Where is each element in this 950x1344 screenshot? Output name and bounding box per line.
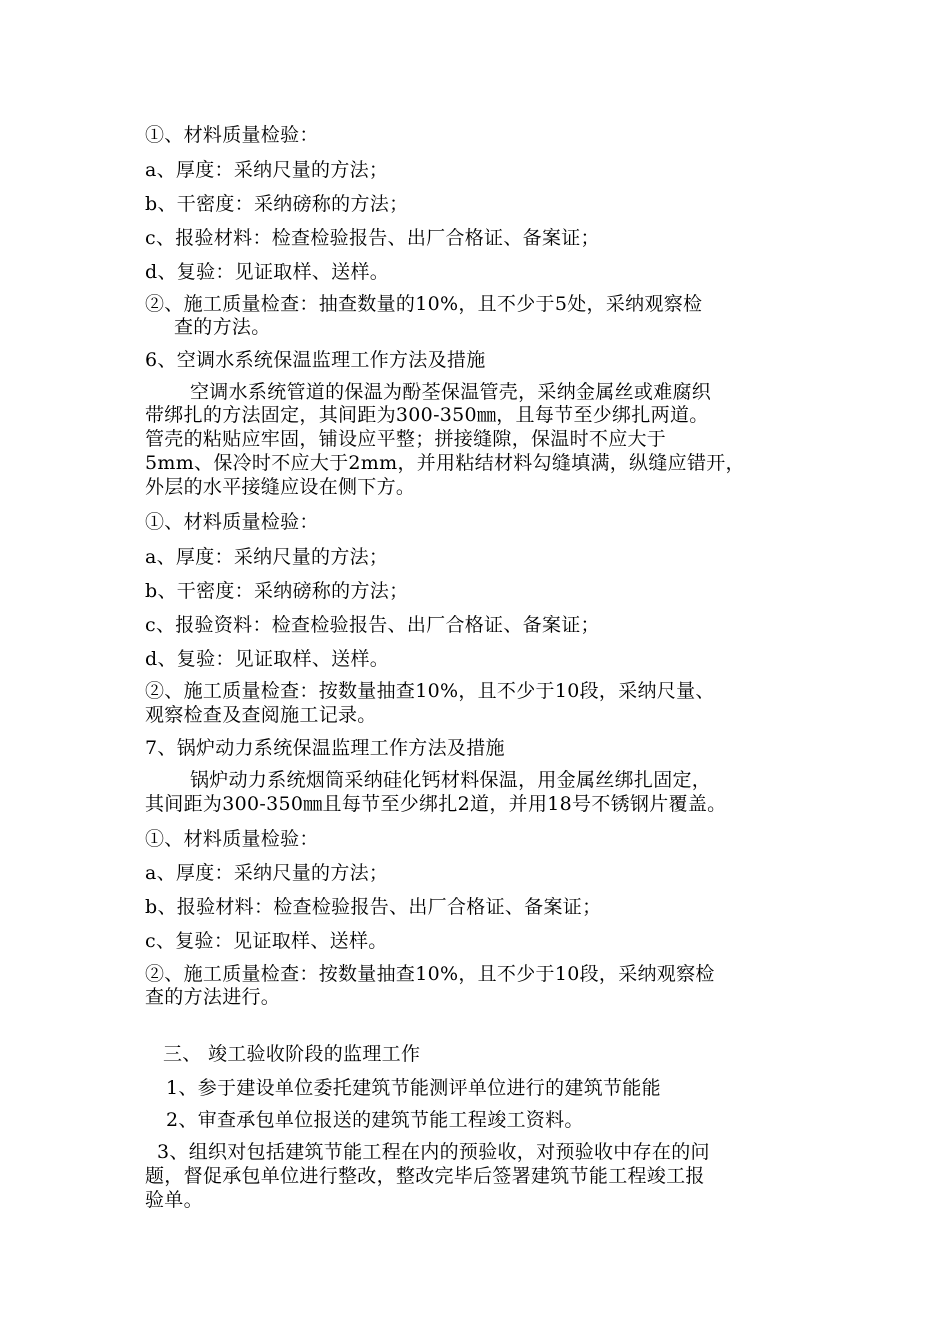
text-line: 外层的水平接缝应设在侧下方。 — [145, 476, 416, 498]
text-line: c、报验资料：检查检验报告、出厂合格证、备案证； — [145, 614, 600, 636]
text-line: b、干密度：采纳磅称的方法； — [145, 580, 409, 602]
text-line: 锅炉动力系统烟筒采纳硅化钙材料保温，用金属丝绑扎固定， — [190, 769, 712, 791]
text-line: 空调水系统管道的保温为酚荃保温管壳，采纳金属丝或难腐织 — [190, 381, 712, 403]
text-line: a、厚度：采纳尺量的方法； — [145, 862, 389, 884]
text-line: 查的方法进行。 — [145, 986, 281, 1008]
text-line: 其间距为300-350㎜且每节至少绑扎2道，并用18号不锈钢片覆盖。 — [145, 793, 727, 815]
text-line: b、报验材料：检查检验报告、出厂合格证、备案证； — [145, 896, 602, 918]
text-line: ②、施工质量检查：按数量抽查10%，且不少于10段，采纳尺量、 — [145, 680, 715, 702]
text-line: 1、参于建设单位委托建筑节能测评单位进行的建筑节能能 — [166, 1077, 661, 1099]
text-line: ①、材料质量检验： — [145, 511, 319, 533]
text-line: c、复验：见证取样、送样。 — [145, 930, 388, 952]
section-heading: 三、 竣工验收阶段的监理工作 — [163, 1043, 421, 1065]
text-line: d、复验：见证取样、送样。 — [145, 261, 390, 283]
section-heading: 6、空调水系统保温监理工作方法及措施 — [145, 349, 486, 371]
text-line: c、报验材料：检查检验报告、出厂合格证、备案证； — [145, 227, 600, 249]
text-line: 观察检查及查阅施工记录。 — [145, 704, 377, 726]
text-line: ①、材料质量检验： — [145, 828, 319, 850]
text-line: 管壳的粘贴应牢固，铺设应平整；拼接缝隙，保温时不应大于 — [145, 428, 667, 450]
text-line: 3、组织对包括建筑节能工程在内的预验收，对预验收中存在的问 — [157, 1141, 710, 1163]
text-line: ②、施工质量检查：抽查数量的10%，且不少于5处，采纳观察检 — [145, 293, 703, 315]
text-line: 2、审查承包单位报送的建筑节能工程竣工资料。 — [166, 1109, 584, 1131]
text-line: ①、材料质量检验： — [145, 124, 319, 146]
text-line: 5mm、保冷时不应大于2mm，并用粘结材料勾缝填满，纵缝应错开， — [145, 452, 745, 474]
text-line: a、厚度：采纳尺量的方法； — [145, 546, 389, 568]
text-line: 查的方法。 — [174, 316, 271, 338]
text-line: b、干密度：采纳磅称的方法； — [145, 193, 409, 215]
text-line: 带绑扎的方法固定，其间距为300-350㎜，且每节至少绑扎两道。 — [145, 404, 709, 426]
section-heading: 7、锅炉动力系统保温监理工作方法及措施 — [145, 737, 505, 759]
text-line: d、复验：见证取样、送样。 — [145, 648, 390, 670]
text-line: ②、施工质量检查：按数量抽查10%，且不少于10段，采纳观察检 — [145, 963, 715, 985]
text-line: 验单。 — [145, 1189, 203, 1211]
text-line: a、厚度：采纳尺量的方法； — [145, 159, 389, 181]
text-line: 题，督促承包单位进行整改，整改完毕后签署建筑节能工程竣工报 — [145, 1165, 705, 1187]
